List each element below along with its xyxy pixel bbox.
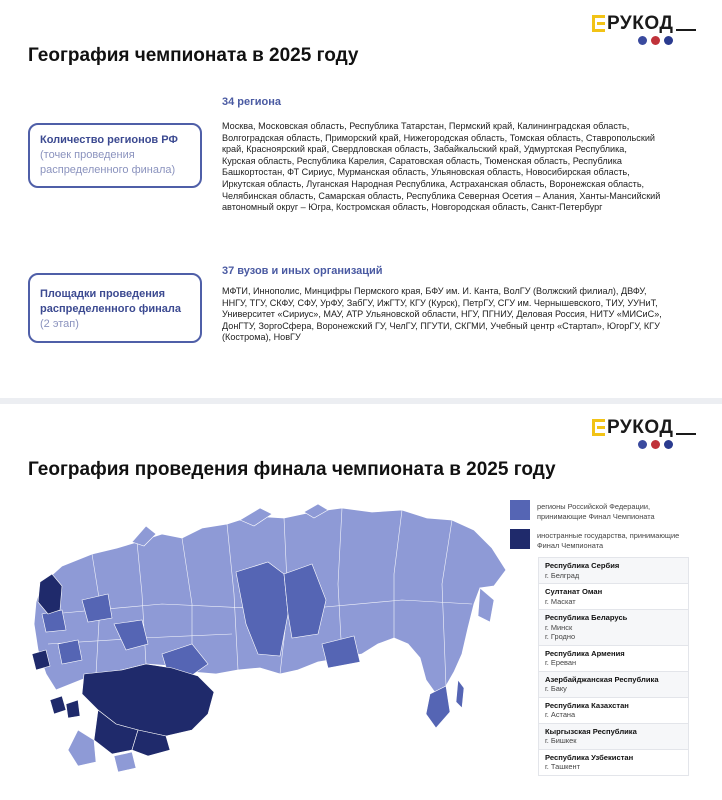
venues-box-subtitle: (2 этап) — [40, 318, 79, 330]
country-city: г. Маскат — [545, 596, 576, 606]
venues-box — [28, 273, 202, 343]
legend-foreign-states — [510, 529, 687, 550]
country-city: г. Ереван — [545, 658, 577, 667]
foreign-countries-table — [538, 557, 689, 776]
logo-underline-icon — [676, 29, 696, 31]
russia-region-map — [22, 504, 512, 800]
country-name: Республика Армения — [545, 648, 625, 658]
regions-box-subtitle: (точек проведения распределенного финала) — [40, 149, 176, 176]
venues-list: МФТИ, Иннополис, Минцифры Пермского края, БФУ им. И. Канта, ВолГУ (Волжский филиал), ДВФУ, ННГУ, ТГУ, СКФУ, СФУ, УрФУ, ЗабГУ, ИжГТУ, КГУ (Курск), ПетрГУ, СГУ им. Чернышевского, ТИУ, УУНиТ, Университет «Сириус», МАУ, АТР Ульяновской области, НГУ, ПГНИУ, Деловая Россия, НИТУ «МИСиС», ДонГТУ, ЗоргоСфера, Воронежский ГУ, ЧелГУ, ПГУТИ, СКГМИ, Учебный центр «Стартап», ЮгорГУ, КГУ (Кострома), НовГУ — [222, 286, 662, 343]
legend-foreign-label: иностранные государства, принимающие Финал Чемпионата — [537, 531, 680, 550]
regions-box-title: Количество регионов РФ — [40, 134, 178, 146]
regions-count: 34 региона — [222, 96, 281, 108]
table-row — [539, 698, 688, 724]
blue-dot-icon — [638, 36, 647, 45]
table-row — [539, 584, 688, 610]
rukod-logo — [592, 418, 696, 449]
country-city: г. Белград — [545, 570, 580, 580]
navy-dot-icon — [664, 440, 673, 449]
legend-rf-label: регионы Российской Федерации, принимающие Финал Чемпионата — [537, 502, 655, 521]
country-city: г. Бишкек — [545, 736, 577, 745]
blue-dot-icon — [638, 440, 647, 449]
page-title: География проведения финала чемпионата в 2025 году — [28, 459, 556, 480]
legend-swatch-rf — [510, 500, 530, 520]
country-city: г. Минск г. Гродно — [545, 622, 576, 641]
table-row — [539, 646, 688, 672]
regions-list: Москва, Московская область, Республика Татарстан, Пермский край, Калининградская область, Волгоградская область, Приморский край, Нижегородская область, Томская область, Ставропольский край, Красноярский край, Свердловская область, Забайкальский край, Удмуртская Республика, Курская область, Республика Карелия, Саратовская область, Тюменская область, Республика Башкортостан, ФТ Сириус, Мурманская область, Ульяновская область, Новосибирская область, Иркутская область, Луганская Народная Республика, Астраханская область, Воронежская область, Челябинская область, Самарская область, Республика Северная Осетия – Алания, Ханты-Мансийский автономный округ – Югра, Костромская область, Новгородская область, Санкт-Петербург — [222, 121, 661, 213]
slide-final-geography — [0, 404, 722, 800]
logo-text: РУКОД — [607, 13, 674, 34]
venues-box-title: Площадки проведения распределенного финала — [40, 288, 181, 315]
country-name: Азербайджанская Республика — [545, 674, 659, 684]
red-dot-icon — [651, 440, 660, 449]
country-name: Султанат Оман — [545, 587, 603, 596]
country-name: Республика Узбекистан — [545, 752, 634, 762]
red-dot-icon — [651, 36, 660, 45]
venues-count: 37 вузов и иных организаций — [222, 265, 383, 277]
regions-count-box — [28, 123, 202, 188]
country-name: Кыргызская Республика — [545, 726, 637, 736]
navy-dot-icon — [664, 36, 673, 45]
table-row — [539, 610, 688, 646]
table-row — [539, 750, 688, 775]
logo-bracket-icon — [592, 15, 605, 32]
legend-rf-regions — [510, 500, 687, 521]
country-city: г. Ташкент — [545, 762, 581, 771]
table-row — [539, 724, 688, 750]
country-name: Республика Беларусь — [545, 613, 628, 622]
logo-underline-icon — [676, 433, 696, 435]
page-title: География чемпионата в 2025 году — [28, 45, 359, 66]
slide-championship-geography — [0, 0, 722, 398]
country-city: г. Астана — [545, 710, 576, 719]
rukod-logo — [592, 14, 696, 45]
country-city: г. Баку — [545, 684, 567, 693]
logo-dots — [638, 440, 673, 449]
logo-bracket-icon — [592, 419, 605, 436]
table-row — [539, 672, 688, 698]
country-name: Республика Казахстан — [545, 700, 629, 710]
table-row — [539, 558, 688, 584]
legend-swatch-foreign — [510, 529, 530, 549]
logo-text: РУКОД — [607, 417, 674, 438]
country-name: Республика Сербия — [545, 561, 620, 570]
logo-dots — [638, 36, 673, 45]
